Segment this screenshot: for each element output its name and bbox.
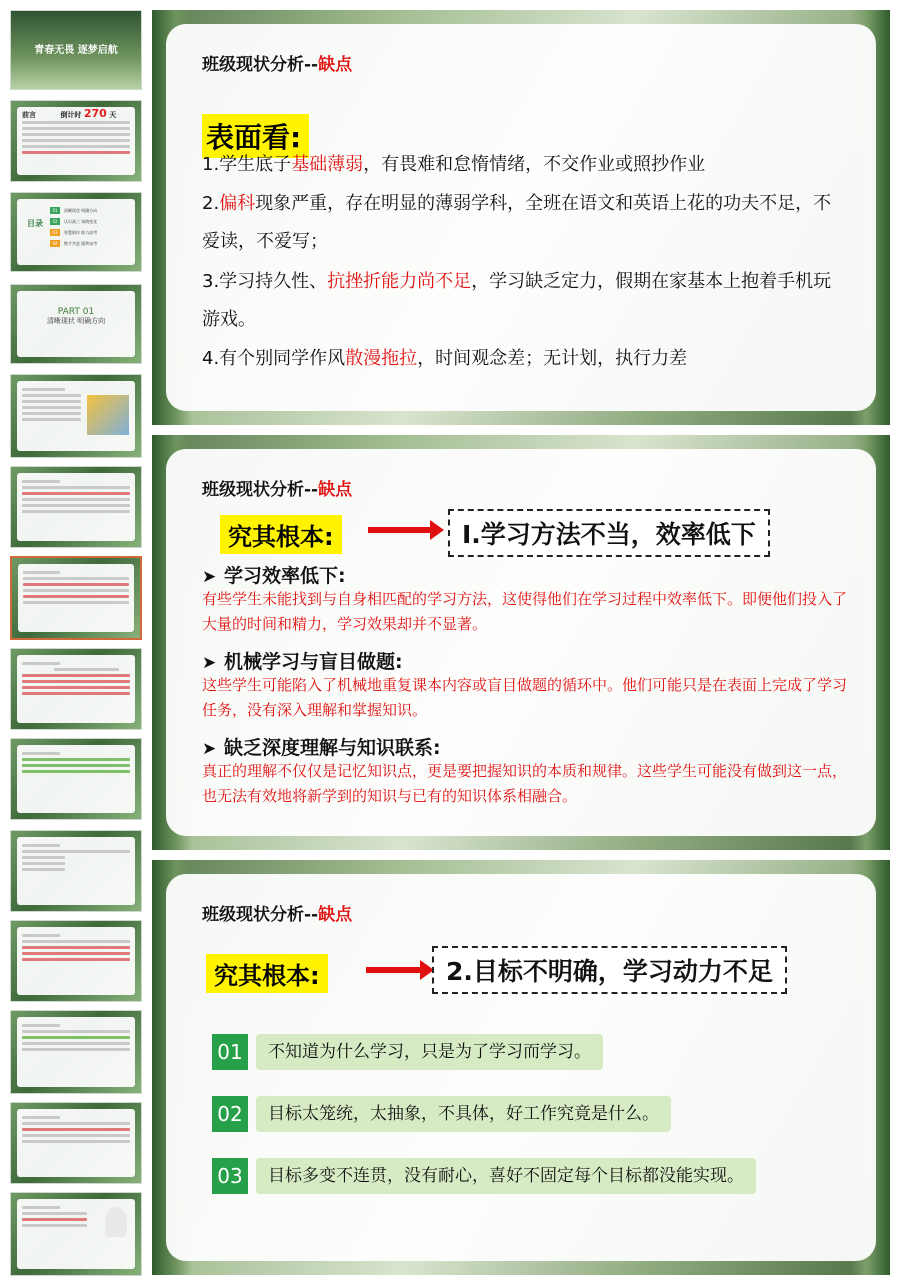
point-text: 2.: [202, 193, 220, 214]
slide-thumbnail-9[interactable]: [10, 738, 142, 820]
bullet-body: 真正的理解不仅仅是记忆知识点，更是要把握知识的本质和规律。这些学生可能没有做到这一点，也无法有效地将新学到的知识与已有的知识体系相融合。: [202, 762, 848, 805]
slide-heading: [202, 475, 352, 500]
thumbnail-content: [17, 837, 135, 905]
text-line: [22, 498, 130, 501]
text-line: [22, 1224, 87, 1227]
point-text: 4.有个别同学作风: [202, 348, 346, 369]
countdown-unit: 天: [109, 111, 117, 119]
thumbnail-content: [17, 745, 135, 813]
text-line: [22, 145, 130, 148]
text-line: [22, 946, 130, 949]
text-line: [22, 151, 130, 154]
countdown-label: 倒计时: [60, 111, 82, 119]
text-line: [22, 412, 81, 415]
text-line: [22, 856, 65, 859]
text-line: [22, 752, 60, 755]
text-line: [22, 958, 130, 961]
thumbnail-content: [17, 1199, 135, 1269]
slide-thumbnail-10[interactable]: [10, 830, 142, 912]
text-line: [22, 480, 60, 483]
sunflower-image: [87, 395, 129, 435]
text-line: [22, 662, 60, 665]
text-line: [22, 868, 65, 871]
text-line: [22, 1030, 130, 1033]
heading-text: 班级现状分析--: [202, 480, 319, 500]
text-line: [22, 133, 130, 136]
text-line: [23, 595, 129, 598]
goal-number: 02: [212, 1096, 248, 1132]
text-line: [22, 1024, 60, 1027]
thumbnail-content: [17, 927, 135, 995]
reason-box: 2.目标不明确，学习动力不足: [432, 946, 787, 994]
goal-text: 目标多变不连贯，没有耐心，喜好不固定每个目标都没能实现。: [256, 1158, 756, 1194]
point-3: [202, 263, 846, 339]
bullet-title: 学习效率低下:: [224, 565, 346, 587]
slide-thumbnail-14[interactable]: [10, 1192, 142, 1276]
text-line: [22, 952, 130, 955]
text-line: [22, 121, 130, 124]
text-line: [22, 940, 130, 943]
slide-thumbnail-11[interactable]: [10, 920, 142, 1002]
right-arrow-icon: [366, 967, 422, 973]
slide-heading: [202, 50, 352, 75]
text-line: [22, 139, 130, 142]
part-subtitle: 清晰现状 明确方向: [46, 317, 106, 325]
text-line: [22, 1048, 130, 1051]
heading-text: 班级现状分析--: [202, 55, 319, 75]
text-line: [22, 770, 130, 773]
text-line: [23, 577, 129, 580]
point-text: 现象严重，存在明显的薄弱学科，全班在语文和英语上花的功夫不足，不爱读，不爱写；: [202, 193, 832, 252]
text-line: [22, 862, 65, 865]
text-line: [22, 1128, 130, 1131]
text-line: [22, 1206, 60, 1209]
chevron-right-icon: ➤: [202, 567, 217, 587]
slide-thumbnail-7-selected[interactable]: [10, 556, 142, 640]
thumbnail-content: [17, 199, 135, 265]
text-line: [22, 486, 130, 489]
point-text: ，时间观念差；无计划，执行力差: [417, 348, 688, 369]
bullet-heading: [202, 561, 346, 588]
bullet-title: 机械学习与盲目做题:: [224, 651, 403, 673]
slide-thumbnail-12[interactable]: [10, 1010, 142, 1094]
bullet-body: 有些学生未能找到与自身相匹配的学习方法，这使得他们在学习过程中效率低下。即便他们投入了大量的时间和精力，学习效果却并不显著。: [202, 590, 848, 633]
text-line: [22, 510, 130, 513]
slide-thumbnail-5[interactable]: [10, 374, 142, 458]
heading-highlight: 缺点: [318, 905, 353, 925]
thumbnail-content: [17, 107, 135, 175]
goal-number: 01: [212, 1034, 248, 1070]
point-4: [202, 340, 846, 378]
text-line: [23, 571, 60, 574]
surface-title: 表面看:: [202, 114, 309, 158]
goal-text: 目标太笼统，太抽象，不具体，好工作究竟是什么。: [256, 1096, 671, 1132]
text-line: [22, 400, 81, 403]
text-line: [22, 388, 65, 391]
thumbnail-content: [17, 291, 135, 357]
point-text: ，有畏难和怠惰情绪，不交作业或照抄作业: [363, 154, 706, 175]
point-text: 3.学习持久性、: [202, 271, 328, 292]
chevron-right-icon: ➤: [202, 739, 217, 759]
content-card: [166, 449, 876, 836]
text-line: [22, 492, 130, 495]
heading-text: 班级现状分析--: [202, 905, 319, 925]
text-line: [22, 1116, 60, 1119]
thumbnail-content: [17, 473, 135, 541]
content-card: [166, 24, 876, 411]
text-line: [22, 1218, 87, 1221]
text-line: [22, 127, 130, 130]
text-line: [22, 844, 60, 847]
point-2: [202, 185, 846, 261]
point-emphasis: 抗挫折能力尚不足: [327, 271, 472, 292]
goal-number: 03: [212, 1158, 248, 1194]
slide-thumbnail-3[interactable]: [10, 192, 142, 272]
text-line: [22, 764, 130, 767]
slide-thumbnail-8[interactable]: [10, 648, 142, 730]
toc-number: 01: [50, 207, 60, 214]
heading-highlight: 缺点: [318, 480, 353, 500]
text-line: [22, 504, 130, 507]
thumbnail-title: 青春无畏 逐梦启航: [34, 45, 118, 56]
text-line: [22, 850, 130, 853]
slide-thumbnail-1[interactable]: [10, 10, 142, 90]
text-line: [22, 1036, 130, 1039]
bullet-body: 这些学生可能陷入了机械地重复课本内容或盲目做题的循环中。他们可能只是在表面上完成了学习任务，没有深入理解和掌握知识。: [202, 676, 848, 719]
toc-text: 认识高三 知晓变化: [64, 218, 98, 224]
bullet-title: 缺乏深度理解与知识联系:: [224, 737, 441, 759]
text-line: [54, 668, 119, 671]
slide-method-analysis: [152, 435, 890, 850]
point-1: [202, 146, 846, 184]
thumbnail-content: [17, 1017, 135, 1087]
text-line: [22, 680, 130, 683]
goal-text: 不知道为什么学习，只是为了学习而学习。: [256, 1034, 603, 1070]
bullet-heading: [202, 647, 403, 674]
slide-thumbnail-4[interactable]: [10, 284, 142, 364]
point-text: 1.学生底子: [202, 154, 292, 175]
part-label: PART 01: [57, 307, 95, 317]
heading-highlight: 缺点: [318, 55, 353, 75]
slide-thumbnail-2[interactable]: [10, 100, 142, 182]
content-card: [166, 874, 876, 1261]
text-line: [22, 406, 81, 409]
countdown-number: 270: [83, 107, 107, 120]
cartoon-figure: [105, 1207, 127, 1237]
toc-row: [50, 207, 130, 214]
text-line: [23, 583, 129, 586]
text-line: [22, 418, 81, 421]
point-emphasis: 散漫拖拉: [345, 348, 418, 369]
slide-thumbnail-panel: [0, 0, 150, 1286]
toc-text: 清晰现状 明确方向: [64, 207, 98, 213]
preface-label: 前言: [22, 111, 36, 119]
root-cause-label: 究其根本:: [206, 954, 328, 993]
text-line: [22, 686, 130, 689]
text-line: [22, 934, 60, 937]
toc-number: 04: [50, 240, 60, 247]
right-arrow-icon: [368, 527, 432, 533]
text-line: [22, 674, 130, 677]
text-line: [22, 1122, 130, 1125]
text-line: [22, 692, 130, 695]
text-line: [23, 589, 129, 592]
thumbnail-heading: [22, 107, 130, 120]
text-line: [23, 601, 129, 604]
bullet-heading: [202, 733, 441, 760]
text-line: [22, 758, 130, 761]
slide-heading: [202, 900, 352, 925]
slide-thumbnail-6[interactable]: [10, 466, 142, 548]
text-line: [22, 1134, 130, 1137]
text-line: [22, 1140, 130, 1143]
thumbnail-content: [17, 655, 135, 723]
toc-row: [50, 218, 130, 225]
thumbnail-content: [17, 1109, 135, 1177]
toc-title: 目录: [27, 219, 43, 228]
toc-text: 携手共进 圆梦高考: [64, 240, 98, 246]
toc-number: 03: [50, 229, 60, 236]
toc-text: 智慧陪伴 助力高考: [64, 229, 98, 235]
point-emphasis: 偏科: [219, 193, 256, 214]
point-text: ，学习缺乏定力，假期在家基本上抱着手机玩游戏。: [202, 271, 832, 330]
text-line: [22, 1212, 87, 1215]
text-line: [22, 394, 81, 397]
toc-row: [50, 240, 130, 247]
toc-number: 02: [50, 218, 60, 225]
reason-box: I.学习方法不当，效率低下: [448, 509, 770, 557]
text-line: [22, 1042, 130, 1045]
slide-thumbnail-13[interactable]: [10, 1102, 142, 1184]
point-emphasis: 基础薄弱: [291, 154, 364, 175]
root-cause-label: 究其根本:: [220, 515, 342, 554]
chevron-right-icon: ➤: [202, 653, 217, 673]
slide-surface-analysis: [152, 10, 890, 425]
thumbnail-content: [17, 381, 135, 451]
thumbnail-content: [18, 564, 134, 632]
toc-row: [50, 229, 130, 236]
slide-goal-analysis: [152, 860, 890, 1275]
